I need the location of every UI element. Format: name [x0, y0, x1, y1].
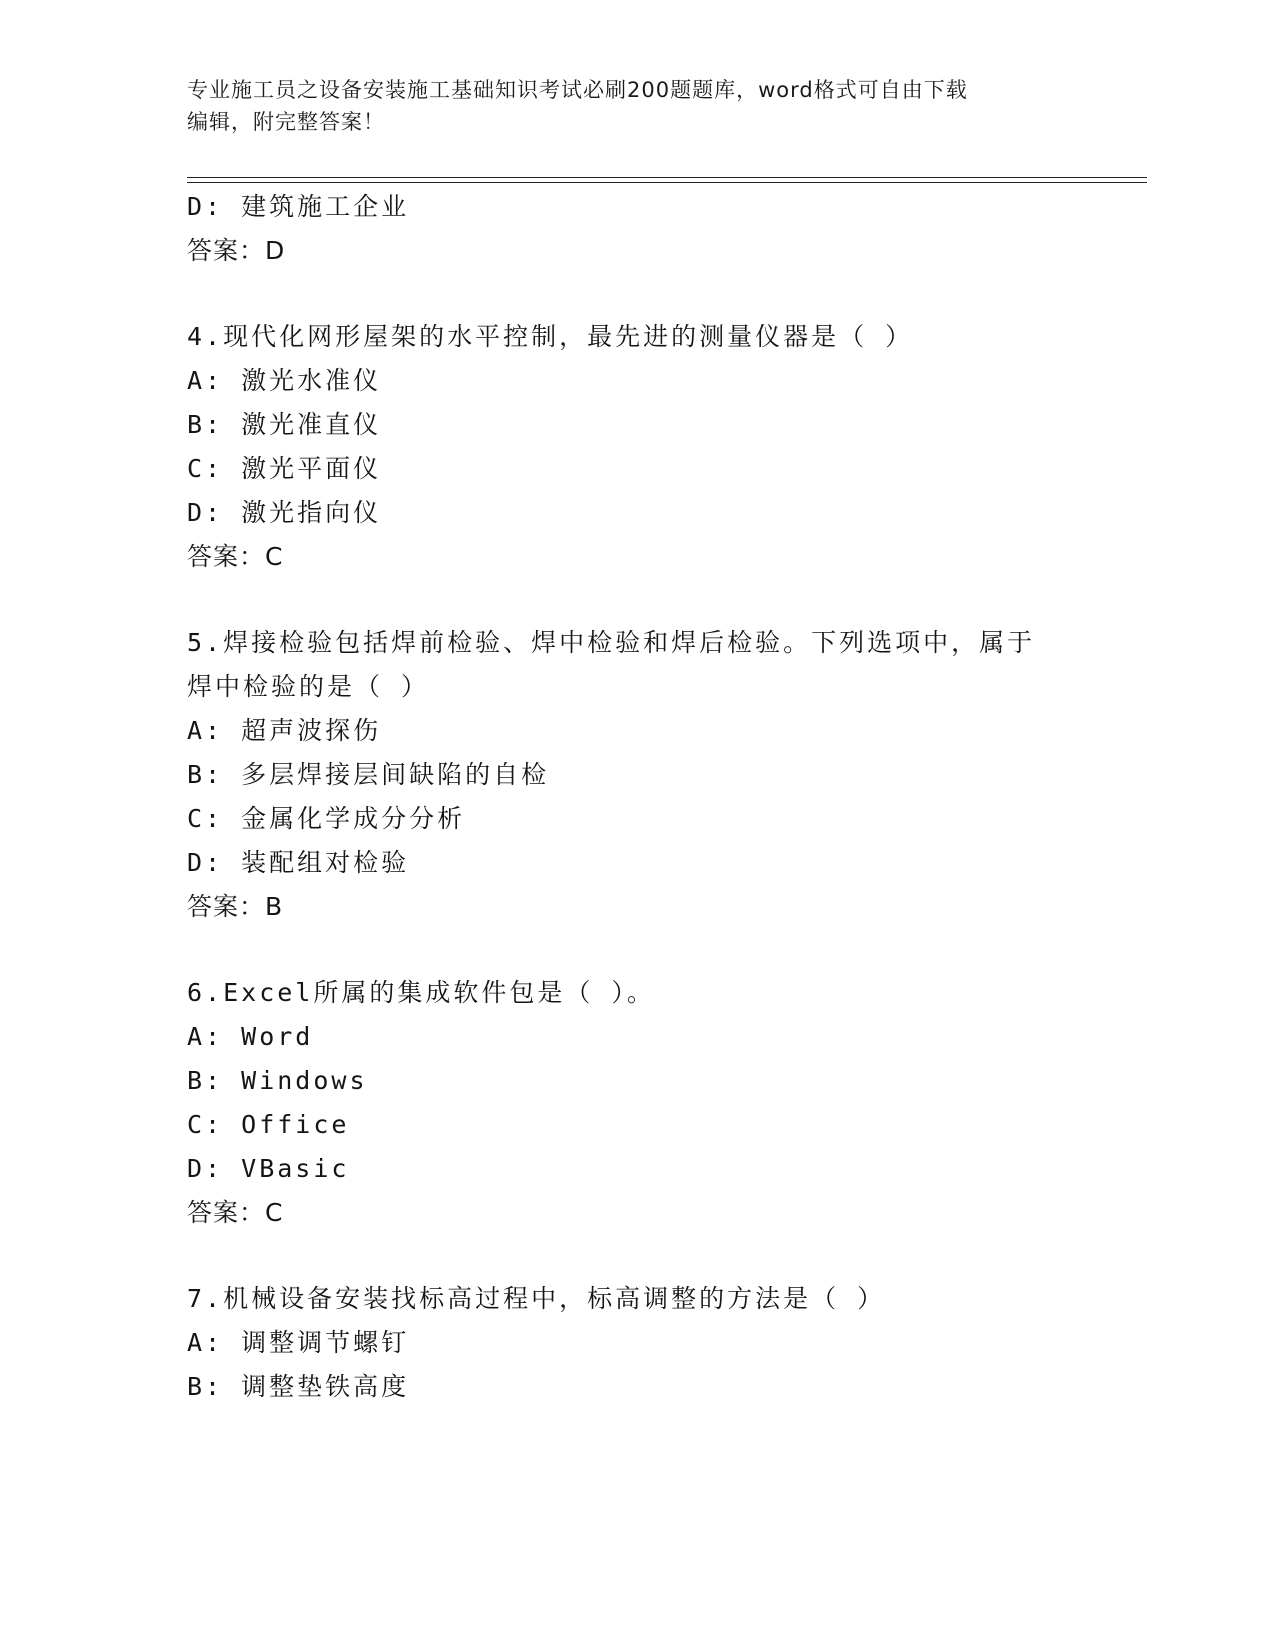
q6-stem: 6.Excel所属的集成软件包是（ ）。 [187, 978, 655, 1007]
q6-option-a: A: Word [187, 1022, 314, 1051]
q6-option-d: D: VBasic [187, 1154, 350, 1183]
header-divider-top [187, 177, 1147, 178]
q4-option-a: A: 激光水准仪 [187, 366, 382, 395]
q6-option-c: C: Office [187, 1110, 350, 1139]
q6-option-b: B: Windows [187, 1066, 368, 1095]
q5-option-b: B: 多层焊接层间缺陷的自检 [187, 760, 550, 789]
document-header [187, 74, 1087, 138]
header-title-line-1: 专业施工员之设备安装施工基础知识考试必刷200题题库，word格式可自由下载 [187, 78, 968, 102]
header-title-line-2: 编辑，附完整答案！ [187, 110, 385, 134]
q5-option-d: D: 装配组对检验 [187, 848, 410, 877]
q7-option-a: A: 调整调节螺钉 [187, 1328, 410, 1357]
q7-option-b: B: 调整垫铁高度 [187, 1372, 410, 1401]
prev-option-d: D: 建筑施工企业 [187, 192, 410, 221]
q6-answer: 答案：C [187, 1198, 284, 1227]
header-divider-bottom [187, 182, 1147, 183]
q5-option-c: C: 金属化学成分分析 [187, 804, 466, 833]
q4-option-c: C: 激光平面仪 [187, 454, 382, 483]
q5-answer: 答案：B [187, 892, 284, 921]
q4-answer: 答案：C [187, 542, 284, 571]
prev-answer: 答案：D [187, 236, 286, 265]
q7-stem: 7.机械设备安装找标高过程中，标高调整的方法是（ ） [187, 1284, 886, 1313]
q5-stem-line-2: 焊中检验的是（ ） [187, 672, 430, 701]
q4-stem: 4.现代化网形屋架的水平控制，最先进的测量仪器是（ ） [187, 322, 914, 351]
q4-option-d: D: 激光指向仪 [187, 498, 382, 527]
q5-option-a: A: 超声波探伤 [187, 716, 382, 745]
q5-stem-line-1: 5.焊接检验包括焊前检验、焊中检验和焊后检验。下列选项中，属于 [187, 628, 1036, 657]
q4-option-b: B: 激光准直仪 [187, 410, 382, 439]
